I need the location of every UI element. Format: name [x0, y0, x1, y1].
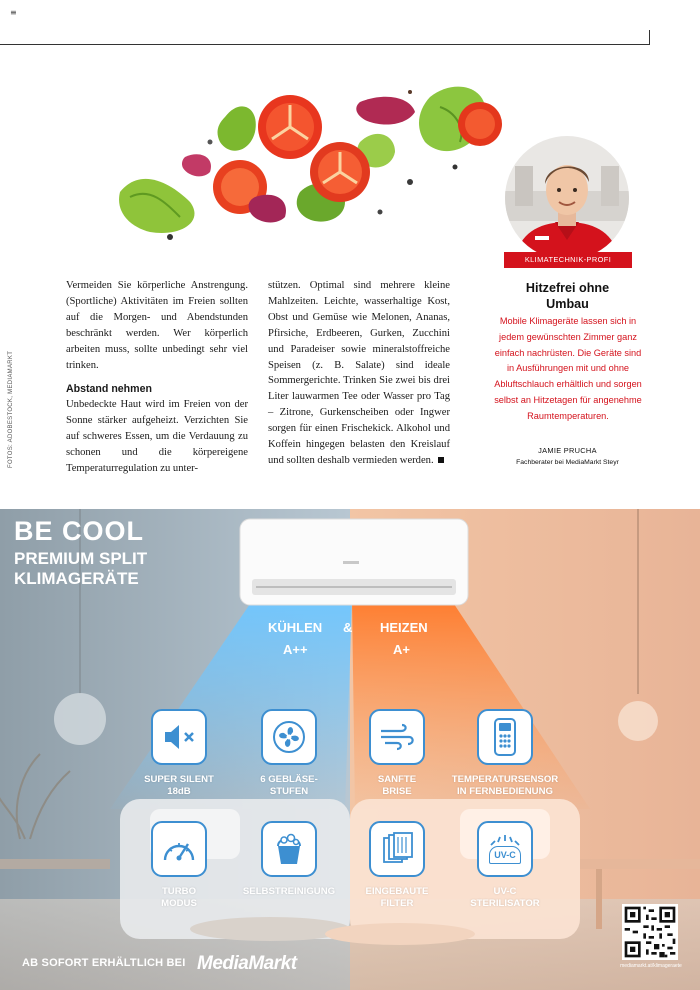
qr-code[interactable]: [622, 904, 678, 960]
expert-role: Fachberater bei MediaMarkt Steyr: [516, 459, 619, 466]
uv-lamp-text: UV-C: [489, 846, 521, 864]
feature-turbo-mode: [124, 821, 234, 909]
header-rule-end: [649, 30, 650, 45]
cool-energy-class: A++: [283, 642, 308, 657]
feature-self-cleaning: [234, 821, 344, 898]
mode-ampersand: &: [343, 620, 353, 635]
page-marker: ≡: [10, 8, 17, 17]
salad-illustration: [110, 72, 510, 252]
feature-label-line: 18dB: [167, 785, 191, 797]
feature-label-line: SUPER SILENT: [144, 774, 214, 785]
gauge-icon: [151, 821, 207, 877]
article-column-2: [268, 278, 450, 469]
mediamarkt-logo[interactable]: MediaMarkt: [197, 953, 297, 974]
feature-label: [342, 886, 452, 909]
bucket-icon: [261, 821, 317, 877]
expert-name: JAMIE PRUCHA: [538, 446, 597, 455]
header-rule: [0, 44, 649, 45]
article-subheading: Abstand nehmen: [66, 383, 152, 396]
feature-super-silent: [124, 709, 234, 797]
feature-label-line: TEMPERATURSENSOR: [451, 774, 559, 785]
feature-gentle-breeze: [342, 709, 452, 797]
filter-icon: [369, 821, 425, 877]
expert-portrait: [505, 136, 629, 260]
feature-label-line: TURBO: [161, 886, 197, 897]
article-column-1: [66, 278, 248, 477]
feature-label-line: EINGEBAUTE: [365, 886, 429, 897]
sidebox-text: Mobile Klimageräte lassen sich in jedem gewünschten Zimmer ganz einfach nachrüsten. Die Geräte sind in Ausführungen mit und ohne Abluftschlauch erhältlich und sorgen selbst an Hitzetagen für angenehme Raumtemperaturen.: [494, 316, 642, 421]
expert-badge: KLIMATECHNIK-PROFI: [504, 252, 632, 268]
article-paragraph: Unbedeckte Haut wird im Freien von der Sonne stärker aufgeheizt. Verzichten Sie auf schweres Essen, um die Verdauung zu schonen und die körpereigene Temperaturregulation zu unter-: [66, 399, 248, 475]
feature-uv-sterilizer: [450, 821, 560, 909]
feature-label-line: MODUS: [161, 897, 197, 909]
ad-subheadline: KLIMAGERÄTE: [14, 569, 139, 588]
feature-label-line: SELBSTREINIGUNG: [242, 886, 336, 897]
ad-subheadline: PREMIUM SPLIT: [14, 549, 148, 568]
feature-label: [450, 774, 560, 797]
speaker-mute-icon: [151, 709, 207, 765]
feature-label-line: FILTER: [380, 897, 414, 909]
feature-label-line: UV-C: [493, 886, 517, 897]
sidebox-title: [490, 280, 645, 312]
air-conditioner-ad: [0, 509, 700, 990]
uv-lamp-icon: [477, 821, 533, 877]
ad-availability: AB SOFORT ERHÄLTLICH BEI: [22, 957, 186, 969]
ad-headline: BE COOL: [14, 516, 145, 546]
feature-label: [124, 774, 234, 797]
wind-icon: [369, 709, 425, 765]
sidebox-title-line: Umbau: [546, 297, 589, 311]
feature-label: [124, 886, 234, 909]
feature-label: [342, 774, 452, 797]
remote-sensor-icon: [477, 709, 533, 765]
feature-fan-levels: [234, 709, 344, 797]
feature-label-line: IN FERNBEDIENUNG: [457, 785, 553, 797]
article-paragraph: [268, 278, 450, 469]
photo-credit: FOTOS: ADOBESTOCK, MEDIAMARKT: [8, 350, 14, 468]
feature-label-line: 6 GEBLÄSE-: [260, 774, 318, 785]
heat-energy-class: A+: [393, 642, 410, 657]
feature-label-line: SANFTE: [377, 774, 417, 785]
feature-label-line: BRISE: [382, 785, 412, 797]
article-paragraph: Vermeiden Sie körperliche Anstrengung. (Sportliche) Aktivitäten im Freien sollten auf die Morgen- und Abendstunden beschränkt werden. Wer körperlich arbeiten muss, sollte unbedingt sehr viel trinken.: [66, 280, 248, 371]
cool-mode-label: KÜHLEN: [268, 620, 323, 635]
sidebox-title-line: Hitzefrei ohne: [525, 281, 610, 295]
article-paragraph-text: stützen. Optimal sind mehrere kleine Mahlzeiten. Leichte, wasserhaltige Kost, Obst und Gemüse wie Melonen, Ananas, Pfirsiche, Erdbeeren, Gurken, Zucchini und Paradeiser sowie mineralstoffreiche Speisen (z. B. Salate) sind ideale Sommergerichte. Trinken Sie zwei bis drei Liter lauwarmen Tee oder Wasser pro Tag – Zitrone, Gurkenscheiben oder Ingwer sorgen für einen Frischekick. Alkohol und Koffein hingegen belasten den Kreislauf und sollten deshalb vermieden werden.: [268, 280, 450, 466]
feature-label: [234, 886, 344, 898]
feature-temperature-sensor: [450, 709, 560, 797]
feature-label: [450, 886, 560, 909]
qr-caption: mediamarkt.at/klimageraete: [620, 963, 682, 969]
heat-mode-label: HEIZEN: [380, 620, 428, 635]
feature-built-in-filter: [342, 821, 452, 909]
feature-label-line: STERILISATOR: [470, 897, 540, 909]
feature-label-line: STUFEN: [269, 785, 309, 797]
feature-label: [234, 774, 344, 797]
fan-icon: [261, 709, 317, 765]
end-mark: [438, 457, 444, 463]
